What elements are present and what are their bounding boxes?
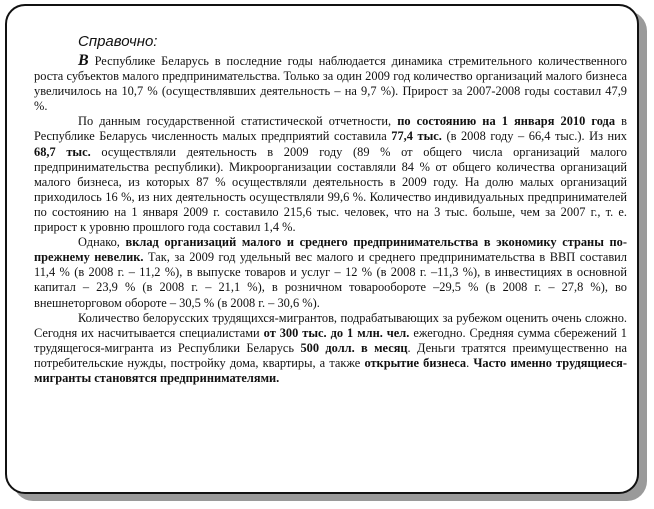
drop-cap: В [78, 52, 89, 69]
paragraph-contribution: Однако, вклад организаций малого и среднего предпринимательства в экономику страны по-прежнему невелик. Так, за 2009 год удельный вес малого и среднего предпринимательства в ВВП составил 11,4 % (в 2008 г. – 11,2 %), в выпуске товаров и услуг – 12 % (в 2008 г. –11,3 %), в инвестициях в основной капитал – 23,9 % (в 2008 г. – 21,1 %), в розничном товарообороте –29,5 % (в 2008 г. – 27,8 %), во внешнеторговом обороте – 30,5 % (в 2008 г. – 30,6 %). [34, 235, 627, 310]
paragraph-growth: В Республике Беларусь в последние годы наблюдается динамика стремительного количественного роста субъектов малого предпринимательства. Только за один 2009 год количество организаций малого бизнеса увеличилось на 10,7 % (осуществлявших деятельность – на 9,7 %). Прирост за 2007-2008 годы составил 47,9 %. [34, 52, 627, 114]
reference-text [34, 33, 627, 386]
reference-heading: Справочно: [78, 33, 158, 50]
paragraph-statistics: По данным государственной статистической отчетности, по состоянию на 1 января 2010 года в Республике Беларусь численность малых предприятий составила 77,4 тыс. (в 2008 году – 66,4 тыс.). Из них 68,7 тыс. осуществляли деятельность в 2009 году (89 % от общего числа организаций малого предпринимательства республики). Микроорганизации составляли 84 % от общего количества организаций малого бизнеса, из которых 87 % осуществляли деятельность в 2009 году. На долю малых организаций приходилось 16 %, из них деятельность осуществляли 99,6 %. Количество индивидуальных предпринимателей по состоянию на 1 января 2009 г. составило 215,6 тыс. человек, что на 3 тыс. больше, чем за 2007 г., т. е. прирост к уровню прошлого года составил 1,4 %. [34, 114, 628, 235]
paragraph-migrants: Количество белорусских трудящихся-мигрантов, подрабатывающих за рубежом оценить очень сложно. Сегодня их насчитывается специалистами от 300 тыс. до 1 млн. чел. ежегодно. Средняя сумма сбережений 1 трудящегося-мигранта из Республики Беларусь 500 долл. в месяц. Деньги тратятся преимущественно на потребительские нужды, постройку дома, квартиры, а также открытие бизнеса. Часто именно трудящиеся-мигранты становятся предпринимателями. [34, 310, 627, 385]
